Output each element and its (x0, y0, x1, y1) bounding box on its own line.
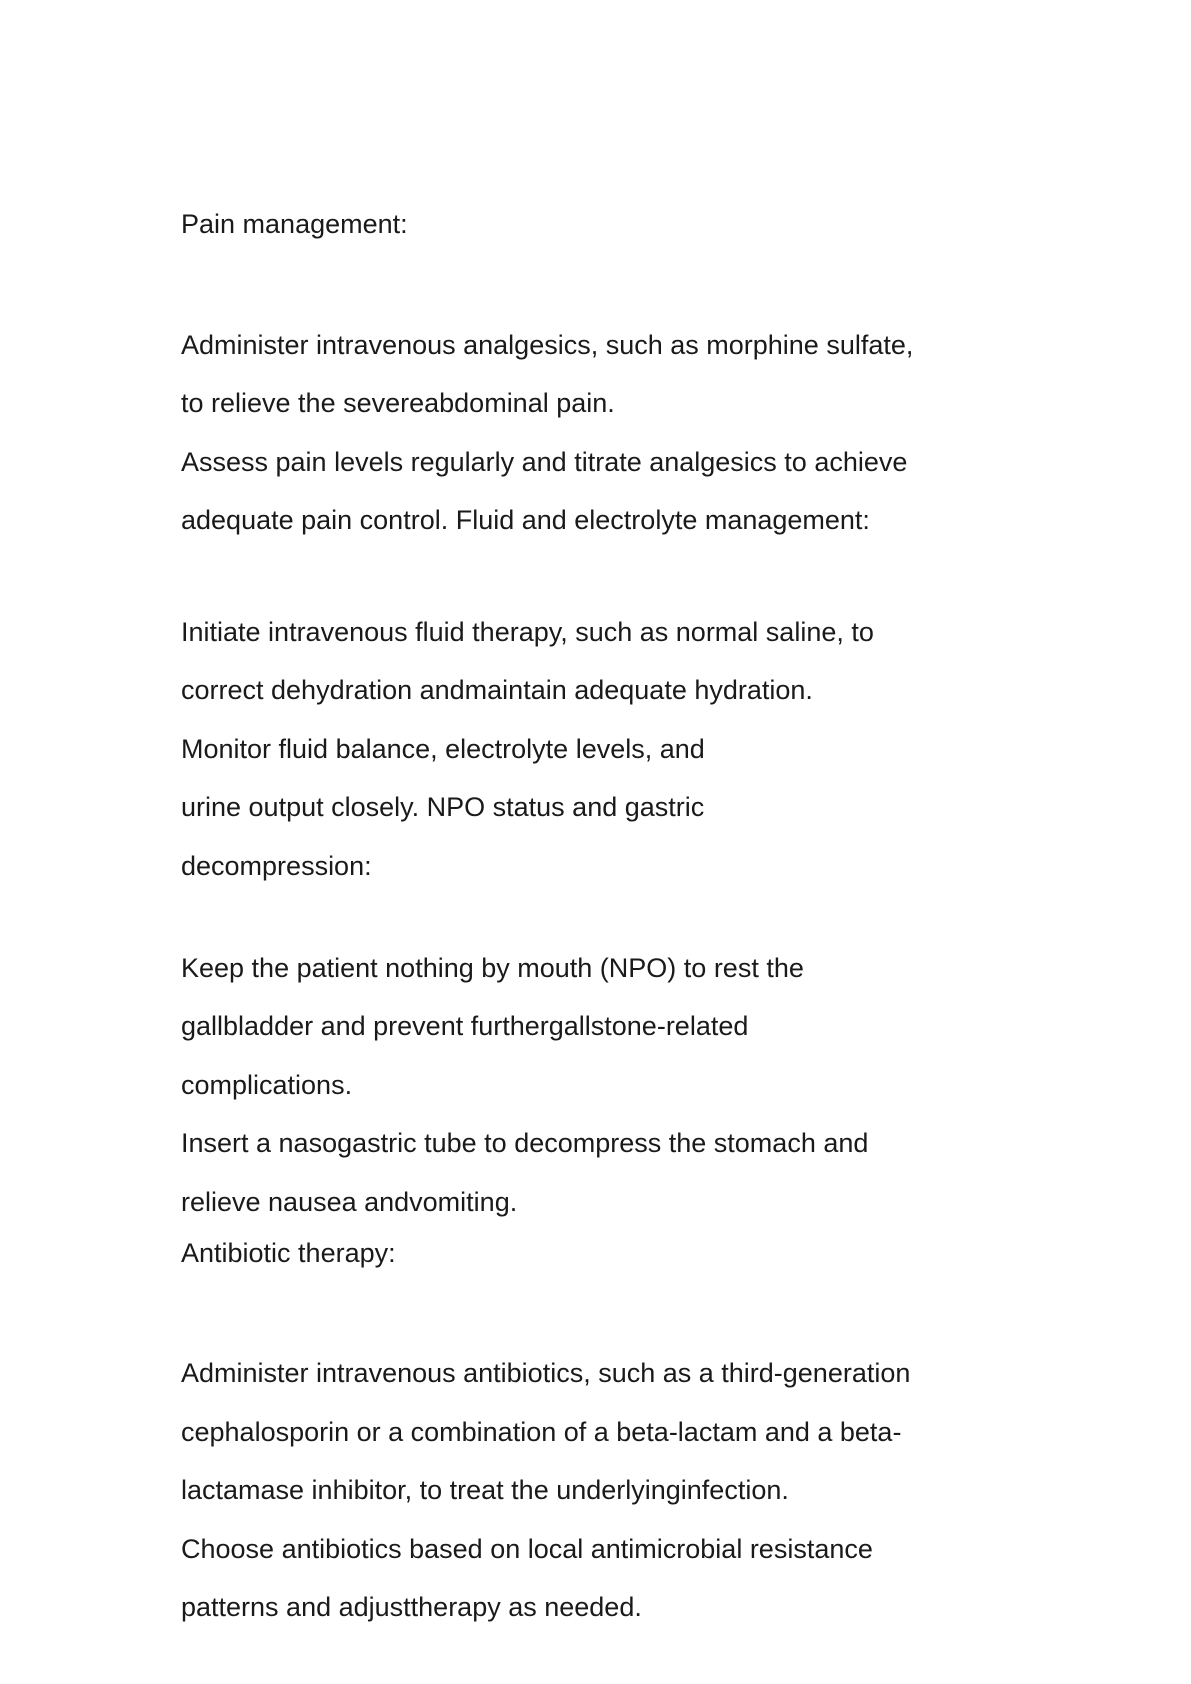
text-line: urine output closely. NPO status and gastric (181, 792, 705, 822)
text-line: lactamase inhibitor, to treat the underlyinginfection. (181, 1475, 789, 1505)
text-line: Insert a nasogastric tube to decompress the stomach and (181, 1128, 869, 1158)
text-line: to relieve the severeabdominal pain. (181, 388, 615, 418)
text-line: Assess pain levels regularly and titrate analgesics to achieve (181, 447, 908, 477)
text-line: Keep the patient nothing by mouth (NPO) to rest the (181, 953, 804, 983)
text-line: complications. (181, 1070, 353, 1100)
section-heading-antibiotic-therapy: Antibiotic therapy: (181, 1238, 396, 1268)
text-line: gallbladder and prevent furthergallstone-related (181, 1011, 749, 1041)
text-line: relieve nausea andvomiting. (181, 1187, 518, 1217)
section-heading-pain-management: Pain management: (181, 209, 408, 239)
text-line: Administer intravenous analgesics, such as morphine sulfate, (181, 330, 914, 360)
text-line: correct dehydration andmaintain adequate hydration. (181, 675, 813, 705)
text-line: Choose antibiotics based on local antimicrobial resistance (181, 1534, 873, 1564)
text-line: cephalosporin or a combination of a beta-lactam and a beta- (181, 1417, 902, 1447)
text-line: decompression: (181, 851, 372, 881)
text-line: adequate pain control. Fluid and electrolyte management: (181, 505, 870, 535)
text-line: Administer intravenous antibiotics, such as a third-generation (181, 1358, 911, 1388)
text-line: Monitor fluid balance, electrolyte levels, and (181, 734, 705, 764)
text-line: Initiate intravenous fluid therapy, such as normal saline, to (181, 617, 874, 647)
text-line: patterns and adjusttherapy as needed. (181, 1592, 642, 1622)
